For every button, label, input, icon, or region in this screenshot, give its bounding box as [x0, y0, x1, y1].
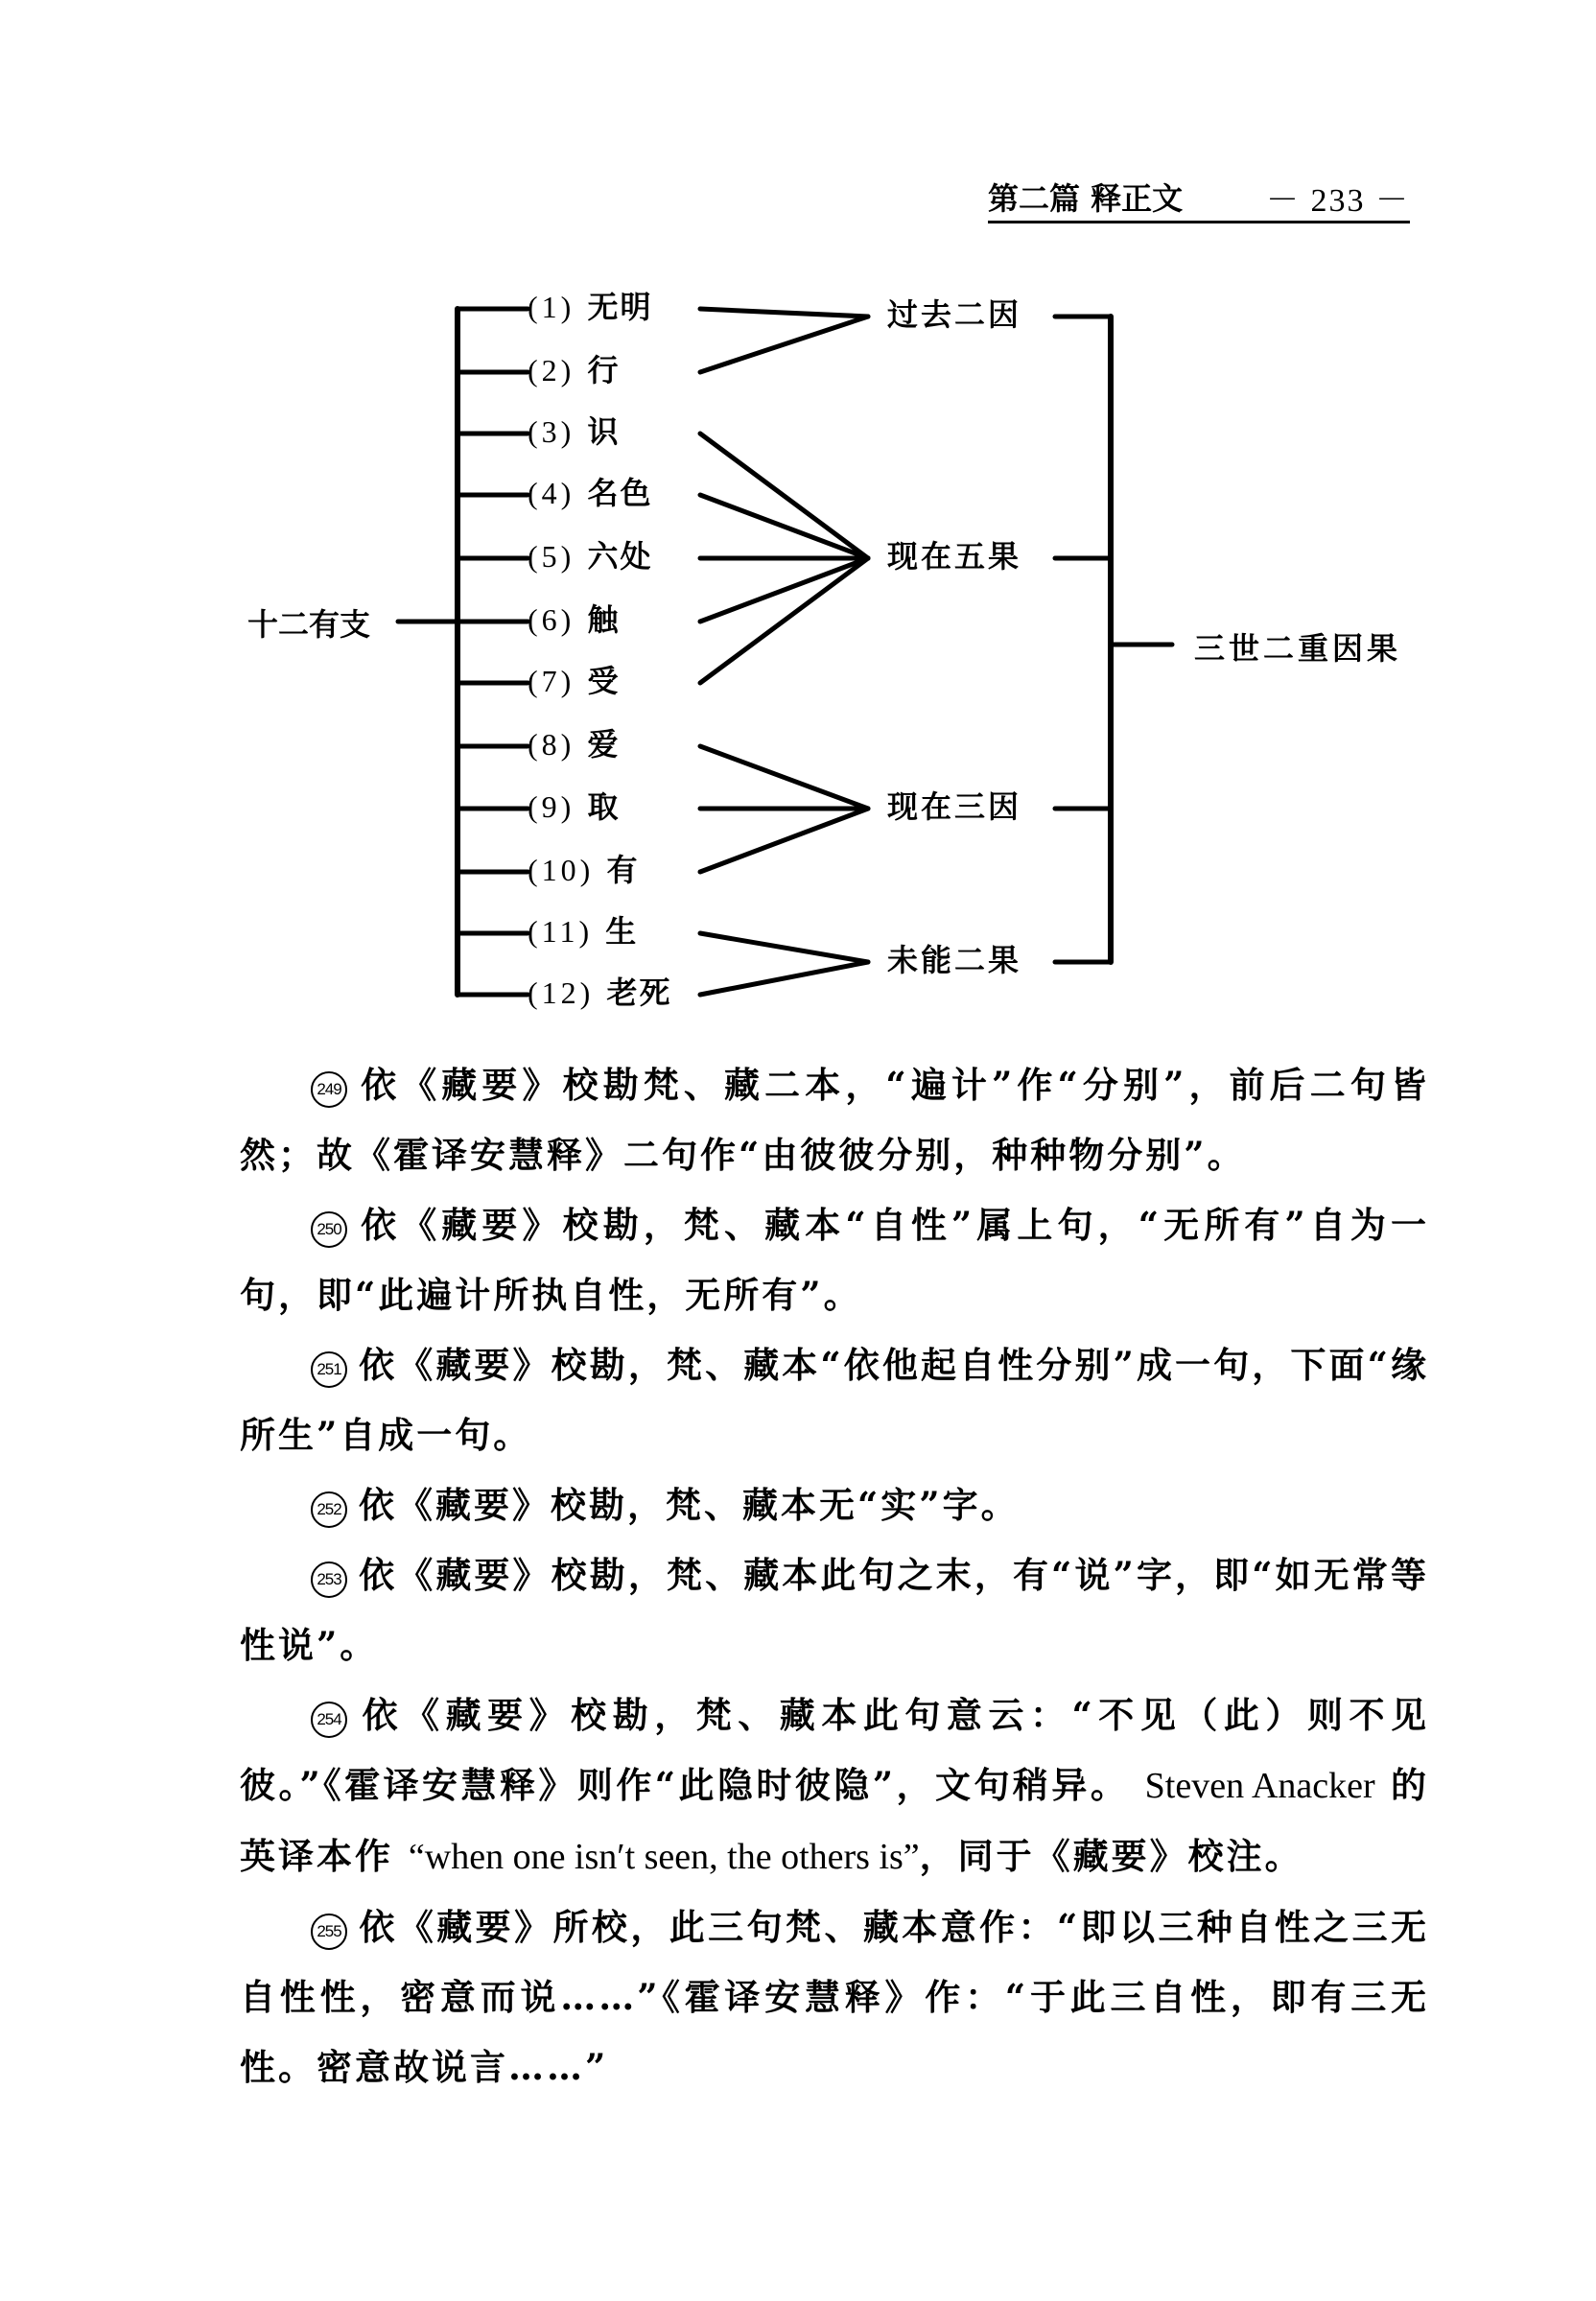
link-name: 行 [575, 352, 621, 388]
section-title: 第二篇 释正文 [988, 180, 1184, 217]
link-item [528, 475, 653, 511]
group-connector [700, 962, 868, 995]
note-text: 依《藏要》校勘，梵、藏本此句意云：“不见（此）则不见彼。”《霍译安慧释》则作“此隐时彼隐”，文句稍异。 [240, 1694, 1429, 1806]
link-name: 生 [593, 913, 639, 950]
link-number: (12) [528, 975, 595, 1010]
group-label: 现在五果 [887, 538, 1022, 575]
note-number: 254 [311, 1702, 347, 1738]
link-item [528, 289, 653, 325]
diagram-lines [0, 0, 1596, 1036]
link-number: (10) [528, 853, 595, 887]
group-connector [700, 558, 868, 683]
link-item [528, 601, 621, 638]
link-number: (6) [528, 602, 575, 637]
link-item [528, 913, 639, 950]
translator-name: Steven Anacker [1144, 1766, 1375, 1806]
group-connector [700, 933, 868, 962]
note-text: 依《藏要》校勘，梵、藏本无“实”字。 [359, 1484, 1020, 1526]
link-number: (5) [528, 539, 575, 574]
link-name: 老死 [594, 974, 672, 1011]
group-connector [700, 309, 868, 317]
note-text: 依《藏要》所校，此三句梵、藏本意作：“即以三种自性之三无自性性，密意而说……”《霍译安慧释》作：“于此三自性，即有三无性。密意故说言……” [240, 1906, 1429, 2088]
note-252 [240, 1470, 1429, 1540]
group-connector [700, 434, 868, 558]
group-connector [700, 746, 868, 809]
group-label: 现在三因 [887, 788, 1022, 825]
note-number: 251 [311, 1351, 347, 1388]
group-label: 未能二果 [887, 942, 1022, 978]
link-name: 触 [575, 601, 621, 638]
note-number: 255 [311, 1914, 347, 1950]
link-name: 爱 [575, 726, 621, 763]
link-name: 无明 [575, 289, 653, 325]
note-text: 依《藏要》校勘梵、藏二本，“遍计”作“分别”，前后二句皆然；故《霍译安慧释》二句作“由彼彼分别，种种物分别”。 [240, 1064, 1429, 1176]
link-item [528, 538, 653, 575]
group-connector [700, 809, 868, 872]
link-number: (11) [528, 914, 594, 949]
link-item [528, 413, 621, 450]
link-name: 六处 [575, 538, 653, 575]
link-name: 有 [594, 852, 640, 888]
link-number: (9) [528, 789, 575, 824]
note-number: 253 [311, 1561, 347, 1598]
diagram-root-label: 十二有支 [247, 606, 371, 643]
link-item [528, 974, 672, 1011]
link-item [528, 352, 621, 388]
link-name: 名色 [575, 475, 653, 511]
link-number: (4) [528, 476, 575, 510]
link-item [528, 726, 621, 763]
link-name: 识 [575, 413, 621, 450]
note-text: ，同于《藏要》校注。 [919, 1835, 1303, 1877]
note-251 [240, 1330, 1429, 1470]
page-number: － 233 － [1266, 182, 1410, 219]
link-name: 取 [575, 788, 621, 825]
group-connector [700, 317, 868, 372]
link-number: (3) [528, 414, 575, 449]
note-255 [240, 1892, 1429, 2102]
note-number: 252 [311, 1491, 347, 1528]
english-quote: “when one isn′t seen, the others is” [408, 1837, 920, 1877]
link-item [528, 852, 640, 888]
note-text: 依《藏要》校勘，梵、藏本此句之末，有“说”字，即“如无常等性说”。 [240, 1554, 1429, 1666]
note-254 [240, 1680, 1429, 1892]
link-number: (7) [528, 664, 575, 698]
diagram-summary-label: 三世二重因果 [1194, 630, 1402, 667]
group-connector [700, 495, 868, 558]
link-item [528, 663, 621, 699]
link-number: (2) [528, 353, 575, 387]
note-text: 依《藏要》校勘，梵、藏本“自性”属上句，“无所有”自为一句，即“此遍计所执自性，无所有”。 [240, 1204, 1429, 1316]
note-number: 250 [311, 1211, 347, 1248]
note-text: 的英译本作 [240, 1764, 1429, 1877]
group-label: 过去二因 [887, 296, 1022, 333]
link-number: (8) [528, 727, 575, 762]
link-name: 受 [575, 663, 621, 699]
note-number: 249 [311, 1071, 347, 1108]
footnotes [240, 1050, 1429, 2102]
group-connector [700, 558, 868, 622]
link-item [528, 788, 621, 825]
note-text: 依《藏要》校勘，梵、藏本“依他起自性分别”成一句，下面“缘所生”自成一句。 [240, 1344, 1429, 1456]
note-249 [240, 1050, 1429, 1190]
note-253 [240, 1540, 1429, 1680]
twelve-links-diagram [0, 0, 1596, 1036]
link-number: (1) [528, 290, 575, 324]
note-250 [240, 1190, 1429, 1330]
